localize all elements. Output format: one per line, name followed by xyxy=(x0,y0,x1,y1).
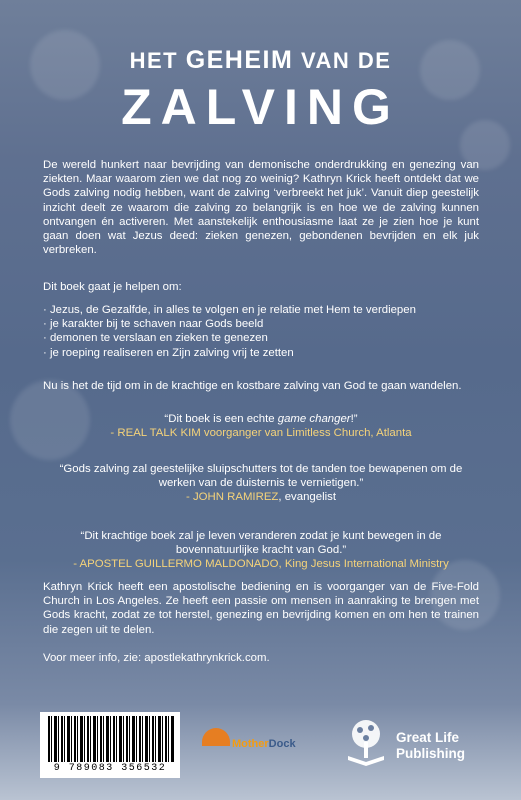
author-bio: Kathryn Krick heeft een apostolische bediening en is voorganger van de Five-Fold Church in Los Angeles. Ze heeft een passie om mensen in aanraking te brengen met Gods kracht, zodat ze tot herstel, genezing en bevrijding komen en om hen te trainen die zegen uit te delen. xyxy=(43,581,479,636)
list-item: · Jezus, de Gezalfde, in alles te volgen en je relatie met Hem te verdiepen xyxy=(43,303,479,317)
quote-source-role: , evangelist xyxy=(278,491,336,504)
title-line-2: ZALVING xyxy=(121,79,400,135)
quote-text: “Dit boek is een echte xyxy=(164,413,278,425)
list-item: · je roeping realiseren en Zijn zalving vrij te zetten xyxy=(43,346,479,360)
wordmark-part: Dock xyxy=(268,738,296,750)
more-info-text: Voor meer info, zie: apostlekathrynkrick.com. xyxy=(43,652,270,664)
quote-source: - APOSTEL GUILLERMO MALDONADO, King Jesus International Ministry xyxy=(73,558,449,571)
list-item: · je karakter bij te schaven naar Gods beeld xyxy=(43,317,479,331)
endorsement-quote xyxy=(43,529,479,572)
quote-source-name: - JOHN RAMIREZ xyxy=(185,491,279,504)
quote-source xyxy=(43,490,479,504)
quote-emphasis: game changer xyxy=(277,413,351,425)
quote-text: !” xyxy=(350,413,358,425)
title-line-1 xyxy=(0,46,521,75)
wordmark-part: Mother xyxy=(232,738,269,750)
motherdock-wordmark xyxy=(232,738,296,750)
isbn-digits: 9 789083 356532 xyxy=(53,763,167,774)
endorsement-quote xyxy=(43,412,479,440)
title-word-geheim: GEHEIM xyxy=(185,46,294,74)
great-life-publishing-logo xyxy=(344,716,484,772)
barcode xyxy=(40,712,180,778)
benefit-list xyxy=(43,303,479,360)
list-item: · demonen te verslaan en zieken te genezen xyxy=(43,331,479,345)
barcode-bars xyxy=(48,716,174,762)
quote-text: “Dit krachtige boek zal je leven veranderen zodat je kunt bewegen in de bovennatuurlijke kracht van God.” xyxy=(80,530,442,557)
wordmark-line: Great Life xyxy=(396,730,460,745)
quote-text: “Gods zalving zal geestelijke sluipschutters tot de tanden toe bewapenen om de werken van de duisternis te vernietigen.” xyxy=(59,463,463,490)
great-life-wordmark xyxy=(396,730,465,762)
lead-text: Dit boek gaat je helpen om: xyxy=(43,281,182,293)
title-word-het: HET xyxy=(129,48,179,73)
wordmark-line: Publishing xyxy=(396,746,465,761)
intro-paragraph: De wereld hunkert naar bevrijding van demonische onderdrukking en genezing van ziekten. Maar waarom zien we dat nog zo weinig? Kathryn Krick heeft ontdekt dat we Gods zalving nodig hebben, want de zalving ‘verbreekt het juk’. Vanuit diep geestelijk inzicht deelt ze waarom die zalving zo belangrijk is en hoe we de zalving kunnen ontvangen én activeren. Met aanstekelijk enthousiasme laat ze je zien hoe je kunt gaan doen wat Jezus deed: zieken genezen, gebondenen bevrijden en elk juk verbreken. xyxy=(43,159,479,257)
tree-book-icon xyxy=(344,716,388,768)
call-to-action: Nu is het de tijd om in de krachtige en kostbare zalving van God te gaan wandelen. xyxy=(43,380,462,392)
sunrise-icon xyxy=(202,728,230,746)
title-word-van-de: VAN DE xyxy=(300,48,392,73)
quote-source: - REAL TALK KIM voorganger van Limitless Church, Atlanta xyxy=(110,427,412,440)
endorsement-quote xyxy=(43,462,479,505)
motherdock-logo xyxy=(196,726,316,766)
